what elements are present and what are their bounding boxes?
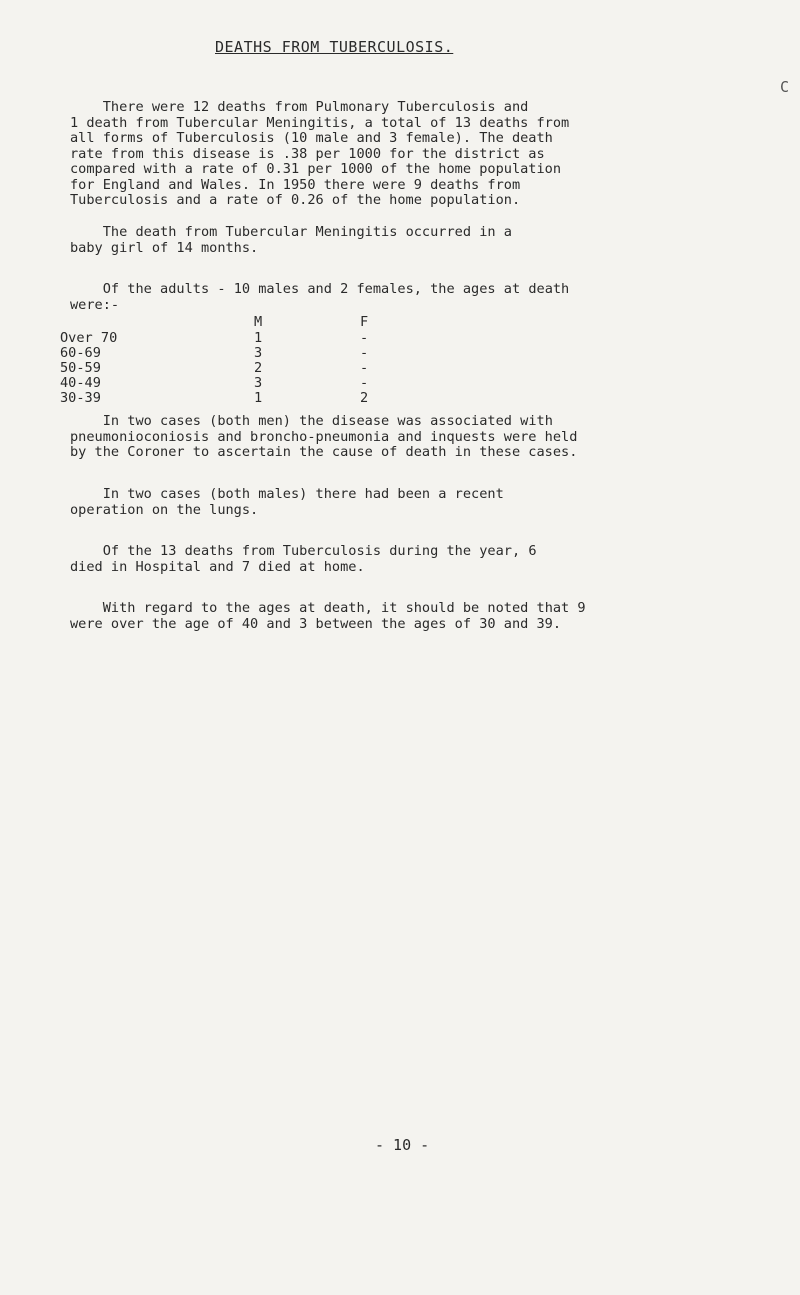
margin-mark: C [780,78,790,96]
table-header-female: F [360,314,369,330]
table-row-female: - [360,375,369,391]
page-title: DEATHS FROM TUBERCULOSIS. [215,38,454,56]
page-number: - 10 - [375,1136,430,1154]
paragraph-operations: In two cases (both males) there had been a recent operation on the lungs. [70,486,504,518]
table-row-male: 2 [254,360,263,376]
paragraph-adults-intro: Of the adults - 10 males and 2 females, the ages at death were:- [70,281,570,313]
table-row-age: 30-39 [60,390,101,406]
table-row-age: Over 70 [60,330,118,346]
table-header-male: M [254,314,263,330]
paragraph-place-of-death: Of the 13 deaths from Tuberculosis during the year, 6 died in Hospital and 7 died at home. [70,543,537,575]
table-row-male: 1 [254,330,263,346]
table-row-female: - [360,345,369,361]
table-row-female: 2 [360,390,369,406]
paragraph-death-rates: There were 12 deaths from Pulmonary Tuberculosis and 1 death from Tubercular Meningitis, a total of 13 deaths from all forms of Tuberculosis (10 male and 3 female). The death rate from this disease is .38 per 1000 for the district as compared with a rate of 0.31 per 1000 of the home population for England and Wales. In 1950 there were 9 deaths from Tuberculosis and a rate of 0.26 of the home population. [70,99,570,208]
table-row-age: 60-69 [60,345,101,361]
table-row-age: 50-59 [60,360,101,376]
table-row-female: - [360,360,369,376]
paragraph-meningitis: The death from Tubercular Meningitis occurred in a baby girl of 14 months. [70,224,512,256]
table-row-age: 40-49 [60,375,101,391]
table-row-male: 3 [254,375,263,391]
table-row-male: 1 [254,390,263,406]
table-row-female: - [360,330,369,346]
paragraph-ages-note: With regard to the ages at death, it should be noted that 9 were over the age of 40 and 3 between the ages of 30 and 39. [70,600,586,632]
table-row-male: 3 [254,345,263,361]
paragraph-inquests: In two cases (both men) the disease was associated with pneumonioconiosis and broncho-pneumonia and inquests were held by the Coroner to ascertain the cause of death in these cases. [70,413,578,460]
